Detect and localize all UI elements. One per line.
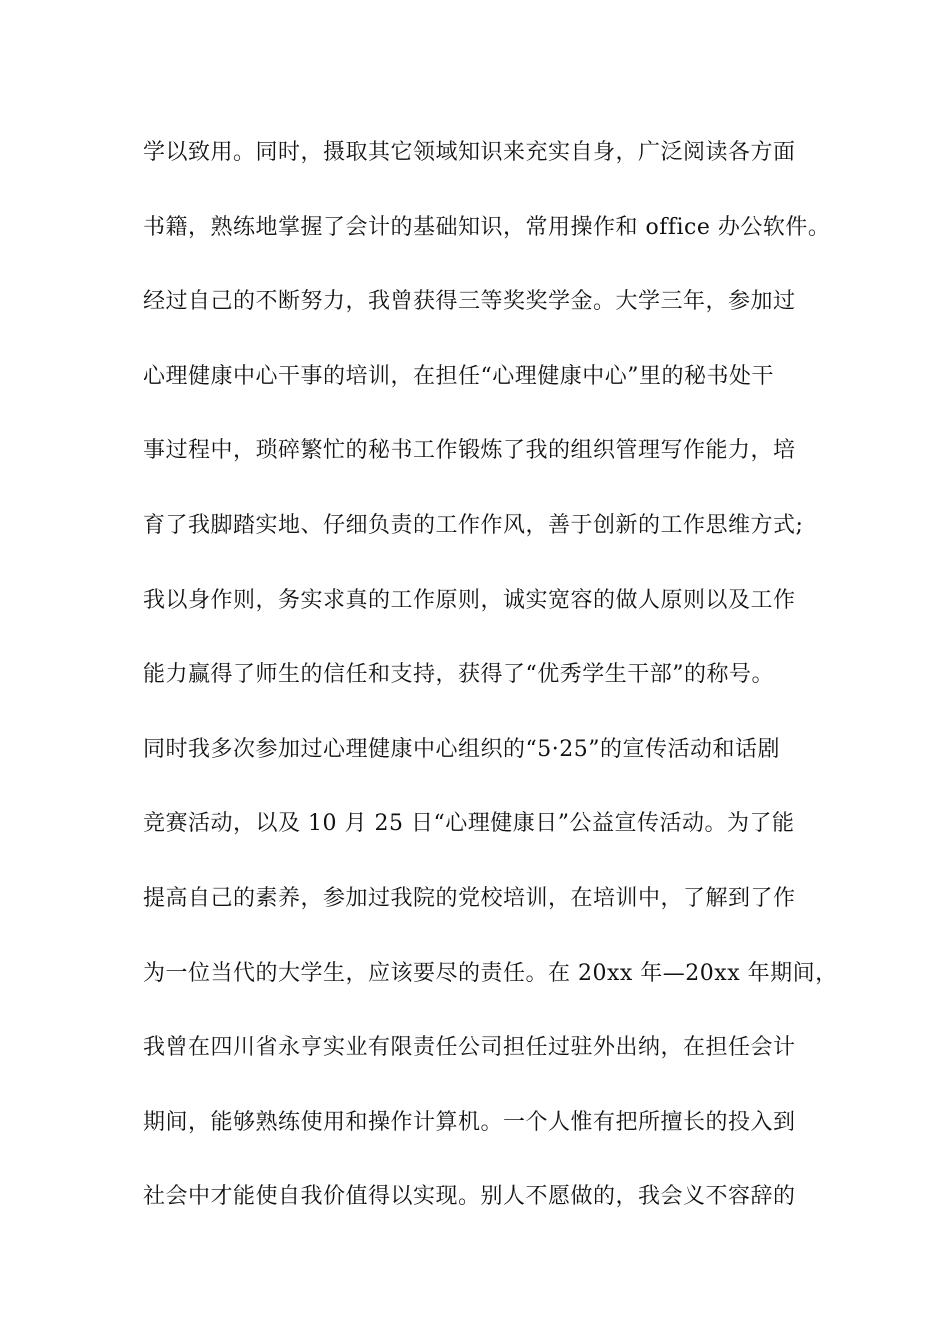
text-line: 期间，能够熟练使用和操作计算机。一个人惟有把所擅长的投入到 <box>143 1109 796 1135</box>
text-line: 提高自己的素养，参加过我院的党校培训，在培训中，了解到了作 <box>143 885 796 911</box>
text-line: 社会中才能使自我价值得以实现。别人不愿做的，我会义不容辞的 <box>143 1184 796 1210</box>
text-line: 我曾在四川省永亨实业有限责任公司担任过驻外出纳，在担任会计 <box>143 1035 796 1061</box>
text-line: 为一位当代的大学生，应该要尽的责任。在 20xx 年—20xx 年期间， <box>143 960 838 986</box>
text-line: 同时我多次参加过心理健康中心组织的“5·25”的宣传活动和话剧 <box>143 736 780 762</box>
text-line: 能力赢得了师生的信任和支持，获得了“优秀学生干部”的称号。 <box>143 662 774 688</box>
body-text <box>143 130 923 1249</box>
text-line: 事过程中，琐碎繁忙的秘书工作锻炼了我的组织管理写作能力，培 <box>143 438 796 464</box>
text-line: 学以致用。同时，摄取其它领域知识来充实自身，广泛阅读各方面 <box>143 140 796 165</box>
text-line: 育了我脚踏实地、仔细负责的工作作风，善于创新的工作思维方式; <box>143 512 804 538</box>
text-line: 竞赛活动，以及 10 月 25 日“心理健康日”公益宣传活动。为了能 <box>143 811 795 837</box>
text-line: 我以身作则，务实求真的工作原则，诚实宽容的做人原则以及工作 <box>143 587 796 613</box>
text-line: 心理健康中心干事的培训，在担任“心理健康中心”里的秘书处干 <box>143 363 774 389</box>
text-line: 经过自己的不断努力，我曾获得三等奖奖学金。大学三年，参加过 <box>143 289 796 315</box>
text-line: 书籍，熟练地掌握了会计的基础知识，常用操作和 office 办公软件。 <box>143 214 831 240</box>
